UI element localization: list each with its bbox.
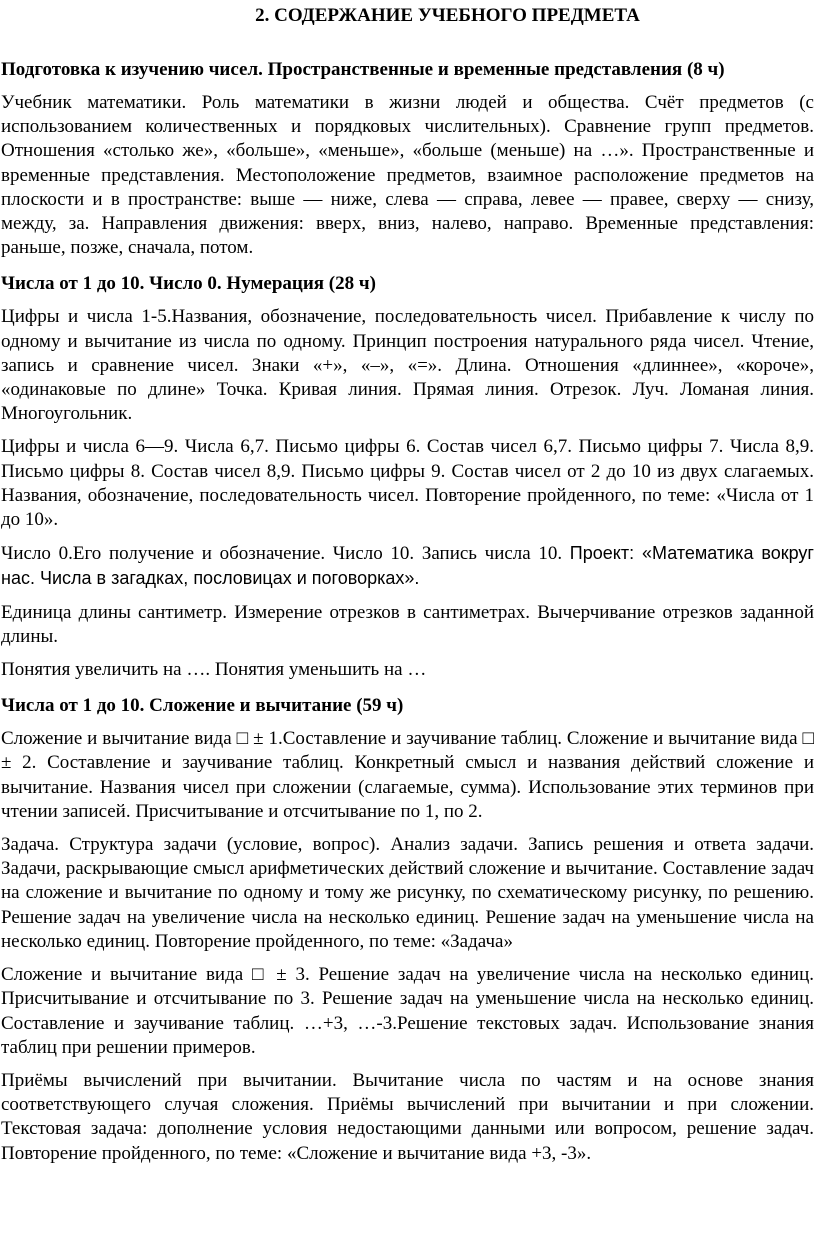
paragraph: Сложение и вычитание вида □ ± 1.Составление и заучивание таблиц. Сложение и вычитание вида □ ± 2. Составление и заучивание таблиц. Конкретный смысл и названия действий сложение и вычитание. Названия чисел при сложении (слагаемые, сумма). Использование этих терминов при чтении записей. Присчитывание и отсчитывание по 1, по 2.: [1, 728, 814, 822]
paragraph: Цифры и числа 6—9. Числа 6,7. Письмо цифры 6. Состав чисел 6,7. Письмо цифры 7. Числа 8,9. Письмо цифры 8. Состав чисел 8,9. Письмо цифры 9. Состав чисел от 2 до 10 из двух слагаемых. Названия, обозначение, последовательность чисел. Повторение пройденного, по теме: «Числа от 1 до 10».: [1, 436, 814, 531]
section-heading: Подготовка к изучению чисел. Пространственные и временные представления (8 ч): [1, 59, 725, 80]
paragraph: Единица длины сантиметр. Измерение отрезков в сантиметрах. Вычерчивание отрезков заданной длины.: [1, 601, 814, 647]
paragraph: Сложение и вычитание вида □ ± 3. Решение задач на увеличение числа на несколько единиц. Присчитывание и отсчитывание по 3. Решение задач на уменьшение числа на несколько единиц. Составление и заучивание таблиц. …+3, …-3.Решение текстовых задач. Использование знания таблиц при решении примеров.: [1, 964, 814, 1058]
paragraph: Цифры и числа 1-5.Названия, обозначение, последовательность чисел. Прибавление к числу по одному и вычитание из числа по одному. Принцип построения натурального ряда чисел. Чтение, запись и сравнение чисел. Знаки «+», «–», «=». Длина. Отношения «длиннее», «короче», «одинаковые по длине» Точка. Кривая линия. Прямая линия. Отрезок. Луч. Ломаная линия. Многоугольник.: [1, 306, 814, 425]
paragraph-text: Число 0.Его получение и обозначение. Число 10. Запись числа 10.: [1, 543, 570, 565]
section-heading: Числа от 1 до 10. Сложение и вычитание (59 ч): [1, 695, 404, 717]
paragraph: Приёмы вычислений при вычитании. Вычитание числа по частям и на основе знания соответствующего случая сложения. Приёмы вычислений при вычитании и при сложении. Текстовая задача: дополнение условия недостающими данными или вопросом, решение задач. Повторение пройденного, по теме: «Сложение и вычитание вида +3, -3».: [1, 1069, 814, 1164]
paragraph: Задача. Структура задачи (условие, вопрос). Анализ задачи. Запись решения и ответа задачи. Задачи, раскрывающие смысл арифметических действий сложение и вычитание. Составление задач на сложение и вычитание по одному и тому же рисунку, по схематическому рисунку, по решению. Решение задач на увеличение числа на несколько единиц. Решение задач на уменьшение числа на несколько единиц. Повторение пройденного, по теме: «Задача»: [1, 834, 814, 952]
paragraph: Понятия увеличить на …. Понятия уменьшить на …: [1, 659, 427, 681]
paragraph-with-project: [1, 541, 814, 591]
project-text: Проект: «Математика вокруг нас. Числа в загадках, пословицах и поговорках».: [1, 543, 814, 589]
section-heading: Числа от 1 до 10. Число 0. Нумерация (28 ч): [1, 273, 376, 295]
paragraph: Учебник математики. Роль математики в жизни людей и общества. Счёт предметов (с использованием количественных и порядковых числительных). Сравнение групп предметов. Отношения «столько же», «больше», «меньше», «больше (меньше) на …». Пространственные и временные представления. Местоположение предметов, взаимное расположение предметов на плоскости и в пространстве: выше — ниже, слева — справа, левее — правее, сверху — снизу, между, за. Направления движения: вверх, вниз, налево, направо. Временные представления: раньше, позже, сначала, потом.: [1, 92, 814, 259]
document-title: 2. СОДЕРЖАНИЕ УЧЕБНОГО ПРЕДМЕТА: [255, 5, 640, 26]
